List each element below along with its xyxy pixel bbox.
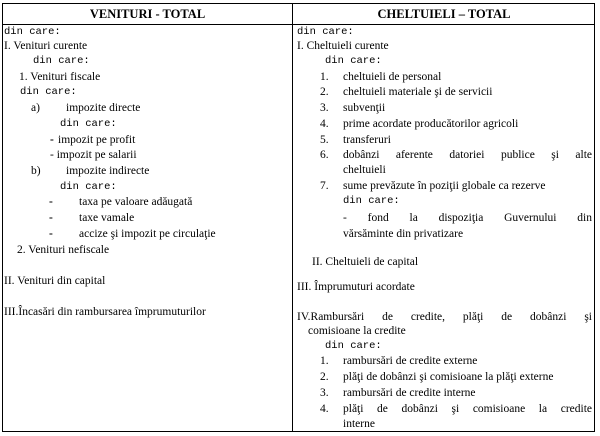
left-a-din-care: din care: [60,118,117,130]
right-sec2-title: II. Cheltuieli de capital [312,256,419,268]
right-item-6-label: dobânzi aferente datoriei publice şi alte [343,149,592,161]
right-item-5-num: 5. [320,134,329,146]
left-dash-profit: - [50,134,54,146]
right-sec4-item-3-num: 3. [320,387,329,399]
header-venituri: VENITURI - TOTAL [89,7,206,21]
right-sec4-item-2-num: 2. [320,371,329,383]
left-impozit-profit: impozit pe profit [58,134,136,146]
header-cheltuieli: CHELTUIELI – TOTAL [377,7,511,21]
left-taxe-vamale: taxe vamale [79,212,135,224]
right-sec1-title: I. Cheltuieli curente [297,40,389,52]
right-sec4-item-1-label: rambursări de credite externe [343,355,478,367]
right-item-7-num: 7. [320,180,329,192]
left-dash-vamale: - [49,212,53,224]
right-sec4-item-3-label: rambursări de credite interne [343,387,476,399]
left-sec1-title: I. Venituri curente [4,40,88,52]
right-sec4-item-2-label: plăţi de dobânzi şi comisioane la plăţi externe [343,371,554,383]
right-item-1-label: cheltuieli de personal [343,71,442,83]
left-sec1-din-care: din care: [33,55,90,67]
right-item-7-label: sume prevăzute în poziţii globale ca rezerve [343,180,546,192]
left-item-b-marker: b) [31,165,41,177]
right-sec3-title: III. Împrumuturi acordate [297,281,415,293]
right-sec4-item-4-cont: interne [343,418,375,430]
right-sec1-din-care: din care: [325,55,382,67]
right-sec4-line1: IV.Rambursări de credite, plăţi de dobânzi şi [297,311,592,323]
right-item-6-cont: cheltuieli [343,164,386,176]
left-sec2-title: II. Venituri din capital [4,275,106,287]
right-item-4-label: prime acordate producătorilor agricoli [343,118,519,130]
right-item-4-num: 4. [320,118,329,130]
right-fond-line1: - fond la dispoziţia Guvernului din [343,212,592,224]
left-dash-tva: - [49,196,53,208]
right-din-care-top: din care: [297,26,354,38]
right-item-2-label: cheltuieli materiale şi de servicii [343,86,493,98]
right-item-5-label: transferuri [343,134,391,146]
left-b-din-care: din care: [60,181,117,193]
right-item-1-num: 1. [320,71,329,83]
right-item-7-din-care: din care: [343,195,400,207]
right-item-2-num: 2. [320,86,329,98]
header-divider [2,24,595,25]
left-fiscal-din-care: din care: [20,86,77,98]
right-sec4-item-1-num: 1. [320,355,329,367]
left-impozite-directe: impozite directe [66,102,141,114]
right-sec4-item-4-label: plăţi de dobânzi şi comisioane la credite [343,403,592,415]
left-taxa-tva: taxa pe valoare adăugată [79,196,193,208]
left-impozite-indirecte: impozite indirecte [66,165,150,177]
right-sec4-item-4-num: 4. [320,403,329,415]
column-divider [292,3,293,432]
left-venituri-nefiscale: 2. Venituri nefiscale [17,244,110,256]
right-item-3-label: subvenţii [343,102,386,114]
right-fond-line2: vărsăminte din privatizare [343,228,464,240]
right-sec4-din-care: din care: [325,340,382,352]
left-dash-accize: - [49,228,53,240]
left-venituri-fiscale: 1. Venituri fiscale [19,71,101,83]
right-sec4-line2: comisioane la credite [308,325,406,337]
left-item-a-marker: a) [31,102,40,114]
left-din-care-top: din care: [4,26,61,38]
left-accize: accize şi impozit pe circulaţie [79,228,216,240]
left-sec3-title: III.Încasări din rambursarea împrumuturilor [4,306,206,318]
left-impozit-salarii: - impozit pe salarii [50,149,137,161]
right-item-3-num: 3. [320,102,329,114]
right-item-6-num: 6. [320,149,329,161]
